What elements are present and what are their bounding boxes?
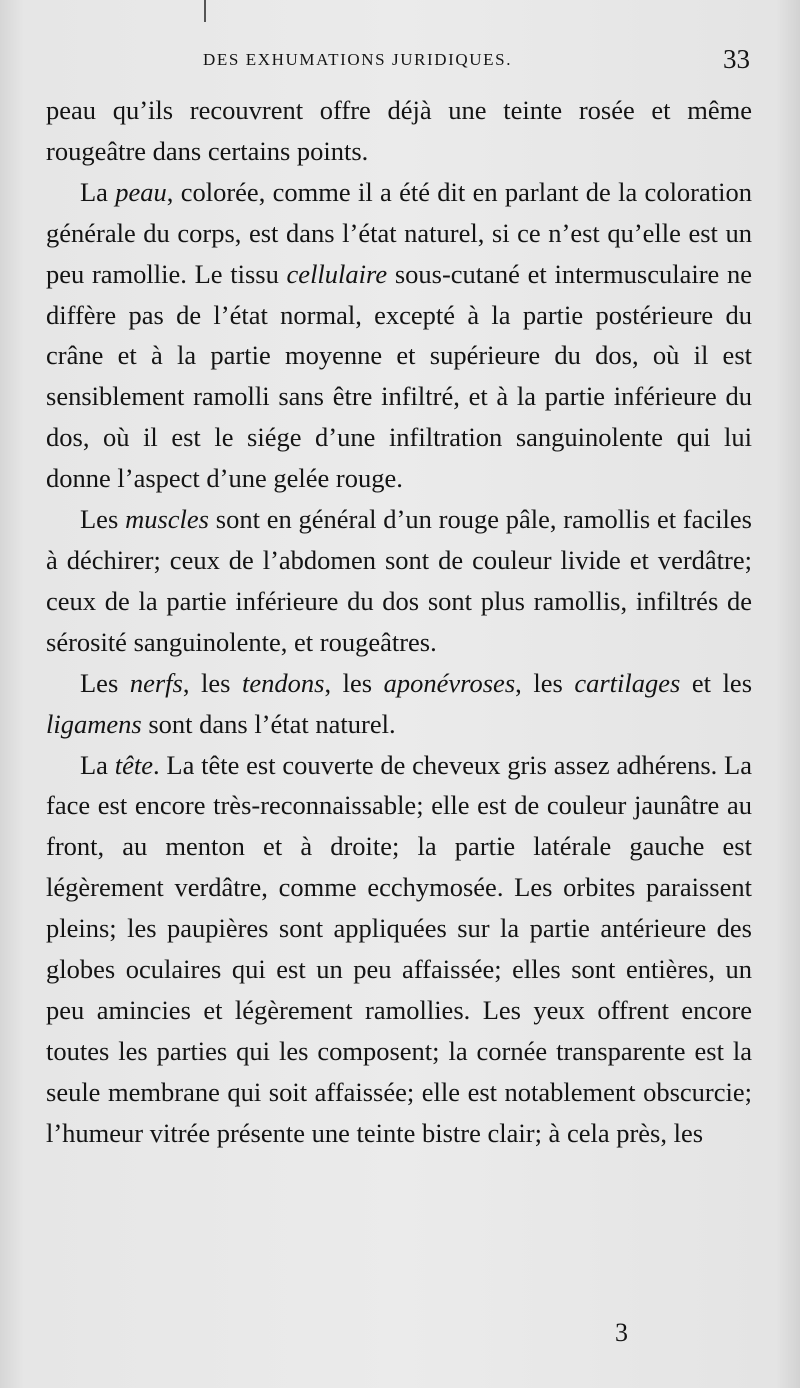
italic-term: aponévroses bbox=[383, 667, 516, 698]
italic-term: cartilages bbox=[574, 667, 681, 698]
italic-term: muscles bbox=[125, 504, 209, 535]
paragraph bbox=[46, 499, 752, 663]
text-run: , les bbox=[515, 667, 575, 698]
page-number: 33 bbox=[723, 44, 750, 74]
italic-term: cellulaire bbox=[286, 258, 388, 289]
text-run: , colorée, comme il a été dit en parlant de la coloration générale du corps, est dans l’état naturel, si ce n’est qu’elle est un peu ramollie. Le tissu bbox=[46, 176, 752, 289]
text-run: , les bbox=[182, 667, 243, 698]
signature-mark: 3 bbox=[615, 1318, 628, 1347]
text-run: Les bbox=[80, 667, 130, 698]
text-run: sont en général d’un rouge pâle, ramollis et faciles à déchirer; ceux de l’abdomen sont de couleur livide et verdâtre; ceux de la partie inférieure du dos sont plus ramollis, infiltrés de sérosité sanguinolente, et rougeâtres. bbox=[46, 504, 752, 657]
text-run: et les bbox=[680, 667, 753, 698]
italic-term: ligamens bbox=[46, 708, 142, 739]
text-run: . La tête est couverte de cheveux gris assez adhérens. La face est encore très-reconnaissable; elle est de couleur jaunâtre au front, au menton et à droite; la partie latérale gauche est légèrement verdâtre, comme ecchymosée. Les orbites paraissent pleins; les paupières sont appliquées sur la partie antérieure des globes oculaires qui est un peu affaissée; elles sont entières, un peu amincies et légèrement ramollies. Les yeux offrent encore toutes les parties qui les composent; la cornée transparente est la seule membrane qui soit affaissée; elle est notablement obscurcie; l’humeur vitrée présente une teinte bistre clair; à cela près, les bbox=[46, 749, 752, 1148]
paragraph bbox=[46, 90, 752, 172]
running-title: DES EXHUMATIONS JURIDIQUES. bbox=[203, 50, 513, 69]
italic-term: nerfs bbox=[129, 667, 183, 698]
paragraph bbox=[46, 663, 752, 745]
italic-term: tendons bbox=[242, 667, 325, 698]
paragraph bbox=[46, 745, 752, 1154]
margin-mark bbox=[204, 0, 206, 22]
text-run: La bbox=[80, 176, 116, 207]
text-run: La bbox=[80, 749, 115, 780]
text-run: , les bbox=[324, 667, 384, 698]
text-run: Les bbox=[80, 504, 126, 535]
italic-term: peau bbox=[115, 176, 167, 207]
text-run: peau qu’ils recouvrent offre déjà une teinte rosée et même rougeâtre dans certains points. bbox=[46, 95, 752, 166]
paragraph bbox=[46, 172, 752, 499]
running-head bbox=[0, 44, 800, 74]
text-run: sous-cutané et intermusculaire ne diffère pas de l’état normal, excepté à la partie postérieure du crâne et à la partie moyenne et supérieure du dos, où il est sensiblement ramolli sans être infiltré, et à la partie inférieure du dos, où il est le siége d’une infiltration sanguinolente qui lui donne l’aspect d’une gelée rouge. bbox=[46, 258, 752, 494]
body-text bbox=[46, 90, 752, 1154]
italic-term: tête bbox=[114, 749, 153, 780]
text-run: sont dans l’état naturel. bbox=[141, 708, 396, 739]
